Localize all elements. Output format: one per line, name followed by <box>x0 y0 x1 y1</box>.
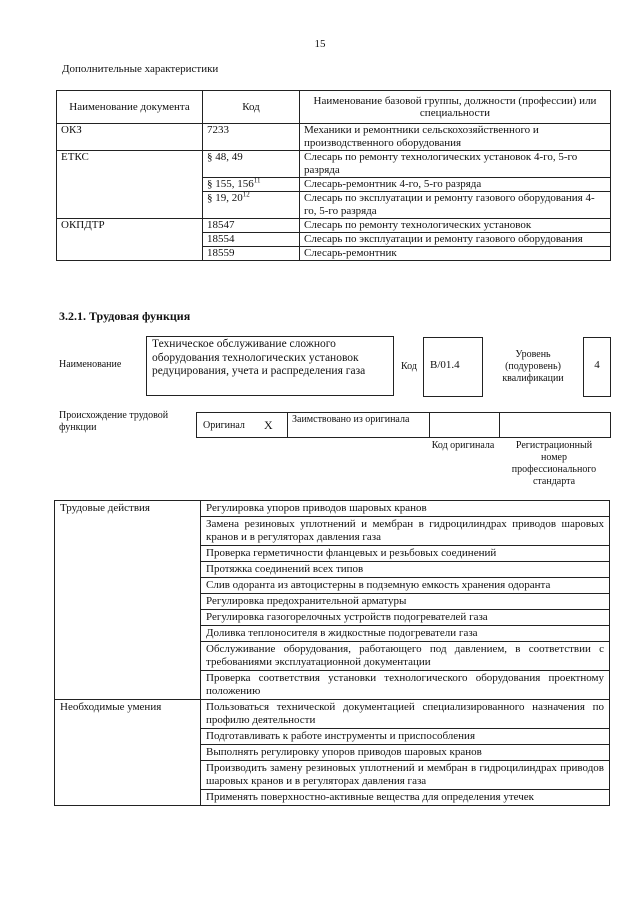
skill-row-text: Подготавливать к работе инструменты и приспособления <box>201 729 610 745</box>
section-title: 3.2.1. Трудовая функция <box>59 309 191 323</box>
labor-action-row-text: Регулировка газогорелочных устройств подогревателей газа <box>201 610 610 626</box>
code-label: Код <box>401 361 417 372</box>
code-cell: 18547 <box>203 219 300 233</box>
code-cell: § 155, $156^{11}$ <box>203 178 300 192</box>
additional-characteristics-table <box>56 90 611 261</box>
reg-number-label: Регистрационный номер профессионального стандарта <box>511 440 597 487</box>
skills-label: Необходимые умения <box>55 700 201 806</box>
labor-action-row-text: Обслуживание оборудования, работающего под давлением, в соответствии с требованиями эксплуатационной документации <box>201 642 610 671</box>
doc-cell: ОКЗ <box>57 124 203 151</box>
labor-details-table <box>54 500 610 806</box>
original-mark: X <box>264 418 273 432</box>
additional-characteristics-heading: Дополнительные характеристики <box>62 63 219 75</box>
name-cell: Слесарь по эксплуатации и ремонту газового оборудования 4-го, 5-го разряда <box>300 192 611 219</box>
skill-row-text: Пользоваться технической документацией специализированного назначения по профилю деятельности <box>201 700 610 729</box>
labor-action-row-text: Регулировка упоров приводов шаровых кранов <box>201 501 610 517</box>
footnote-ref: 12 <box>242 190 250 199</box>
borrowed-label: Заимствовано из оригинала <box>292 414 410 425</box>
name-label: Наименование <box>59 359 122 370</box>
labor-action-row <box>55 501 610 517</box>
code-cell: § 48, 49 <box>203 151 300 178</box>
labor-action-row-text: Замена резиновых уплотнений и мембран в гидроцилиндрах приводов шаровых кранов и в регуляторах давления газа <box>201 517 610 546</box>
labor-action-row-text: Проверка соответствия установки технологического оборудования проектному положению <box>201 671 610 700</box>
function-code-box: В/01.4 <box>423 337 483 397</box>
function-name-box: Техническое обслуживание сложного оборудования технологических установок редуцирования, учета и распределения газа <box>146 336 394 396</box>
labor-action-row-text: Проверка герметичности фланцевых и резьбовых соединений <box>201 546 610 562</box>
code-cell: 18554 <box>203 233 300 247</box>
skill-row-text: Производить замену резиновых уплотнений и мембран в гидроцилиндрах приводов шаровых кранов и в регуляторах давления газа <box>201 761 610 790</box>
name-cell: Механики и ремонтники сельскохозяйственного и производственного оборудования <box>300 124 611 151</box>
skill-row-text: Применять поверхностно-активные вещества для определения утечек <box>201 790 610 806</box>
code-cell: § 19, $20^{12}$ <box>203 192 300 219</box>
labor-action-row-text: Протяжка соединений всех типов <box>201 562 610 578</box>
table-row <box>57 151 611 178</box>
name-cell: Слесарь по ремонту технологических установок 4-го, 5-го разряда <box>300 151 611 178</box>
skill-row-text: Выполнять регулировку упоров приводов шаровых кранов <box>201 745 610 761</box>
name-cell: Слесарь-ремонтник <box>300 247 611 261</box>
origin-divider <box>499 412 500 438</box>
doc-cell: ОКПДТР <box>57 219 203 261</box>
code-cell: 18559 <box>203 247 300 261</box>
level-box: 4 <box>583 337 611 397</box>
labor-action-row-text: Регулировка предохранительной арматуры <box>201 594 610 610</box>
page-number: 15 <box>314 38 326 50</box>
table-header-row <box>57 91 611 124</box>
name-cell: Слесарь-ремонтник 4-го, 5-го разряда <box>300 178 611 192</box>
labor-action-row-text: Доливка теплоносителя в жидкостные подогреватели газа <box>201 626 610 642</box>
code-original-label: Код оригинала <box>431 440 495 451</box>
name-cell: Слесарь по эксплуатации и ремонту газового оборудования <box>300 233 611 247</box>
level-label: Уровень (подуровень) квалификации <box>502 349 564 384</box>
labor-action-row-text: Слив одоранта из автоцистерны в подземную емкость хранения одоранта <box>201 578 610 594</box>
footnote-ref: 11 <box>253 176 261 185</box>
header-code: Код <box>203 91 300 124</box>
original-label: Оригинал <box>203 420 245 431</box>
origin-divider <box>429 412 430 438</box>
origin-box <box>196 412 611 438</box>
origin-label: Происхождение трудовой функции <box>59 410 169 433</box>
origin-divider <box>287 412 288 438</box>
header-document: Наименование документа <box>57 91 203 124</box>
table-row <box>57 219 611 233</box>
doc-cell: ЕТКС <box>57 151 203 219</box>
name-cell: Слесарь по ремонту технологических установок <box>300 219 611 233</box>
code-cell: 7233 <box>203 124 300 151</box>
skill-row <box>55 700 610 729</box>
table-row <box>57 124 611 151</box>
actions-label: Трудовые действия <box>55 501 201 700</box>
header-name: Наименование базовой группы, должности (профессии) или специальности <box>300 91 611 124</box>
